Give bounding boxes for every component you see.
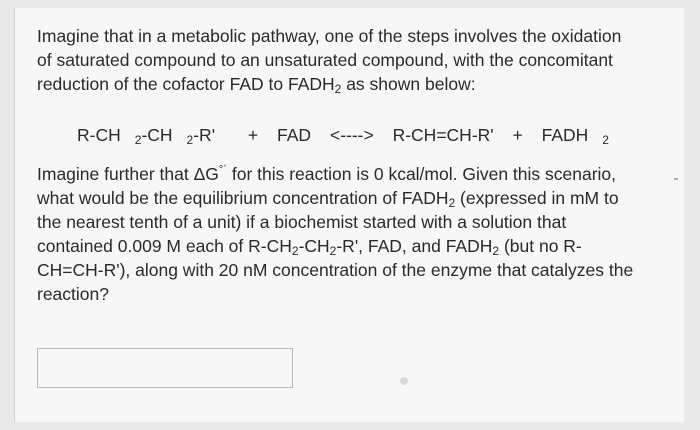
edge-dash xyxy=(674,178,678,180)
intro-line-3-sub: 2 xyxy=(334,82,342,96)
question-card xyxy=(14,8,684,422)
body-l1-sup: °´ xyxy=(218,164,227,177)
reactant-part-b: -CH xyxy=(141,125,173,145)
body-line-6: reaction? xyxy=(37,284,109,304)
body-l2-a: what would be the equilibrium concentration of FADH xyxy=(37,188,449,208)
fad-label: FAD xyxy=(277,125,312,145)
fadh-text: FADH xyxy=(541,125,589,145)
reactant-part-a: R-CH xyxy=(77,125,121,145)
reaction-equation xyxy=(77,125,623,146)
question-body xyxy=(37,162,677,306)
body-l4-a: contained 0.009 M each of R-CH xyxy=(37,236,292,256)
body-line-2 xyxy=(37,186,677,210)
body-line-3: the nearest tenth of a unit) if a biochemist started with a solution that xyxy=(37,212,567,232)
reactant xyxy=(77,125,229,145)
plus-sign-1: + xyxy=(247,125,259,145)
body-line-5: CH=CH-R'), along with 20 nM concentration of the enzyme that catalyzes the xyxy=(37,260,634,280)
body-l1-b: for this reaction is 0 kcal/mol. Given this scenario, xyxy=(226,164,617,184)
cursor-dot xyxy=(400,377,408,385)
reactant-part-c: -R' xyxy=(193,125,216,145)
reactant-sub-1: 2 xyxy=(134,133,142,147)
body-l4-c: -R', FAD, and FADH xyxy=(336,236,493,256)
body-l4-sub-2: 2 xyxy=(329,244,337,258)
question-intro xyxy=(37,24,677,96)
body-l4-sub-3: 2 xyxy=(492,244,500,258)
body-l4-d: (but no R- xyxy=(499,236,582,256)
body-l2-sub: 2 xyxy=(448,196,456,210)
product: R-CH=CH-R' xyxy=(392,125,494,145)
body-l1-a: Imagine further that ΔG xyxy=(37,164,219,184)
reactant-sub-2: 2 xyxy=(186,133,194,147)
intro-line-2: of saturated compound to an unsaturated compound, with the concomitant xyxy=(37,50,613,70)
intro-line-3 xyxy=(37,72,677,96)
body-l4-b: -CH xyxy=(298,236,330,256)
body-l2-b: (expressed in mM to xyxy=(455,188,619,208)
fadh2-label xyxy=(542,125,609,145)
answer-input[interactable] xyxy=(37,348,293,388)
intro-line-3-tail: as shown below: xyxy=(341,74,476,94)
plus-sign-2: + xyxy=(512,125,523,145)
fadh-sub: 2 xyxy=(602,133,609,147)
reaction-arrow: <----> xyxy=(329,125,374,145)
body-line-4 xyxy=(37,234,677,258)
body-l4-sub-1: 2 xyxy=(291,244,299,258)
intro-line-1: Imagine that in a metabolic pathway, one of the steps involves the oxidation xyxy=(37,26,622,46)
body-line-1 xyxy=(37,162,677,186)
intro-line-3-text: reduction of the cofactor FAD to FADH xyxy=(37,74,335,94)
